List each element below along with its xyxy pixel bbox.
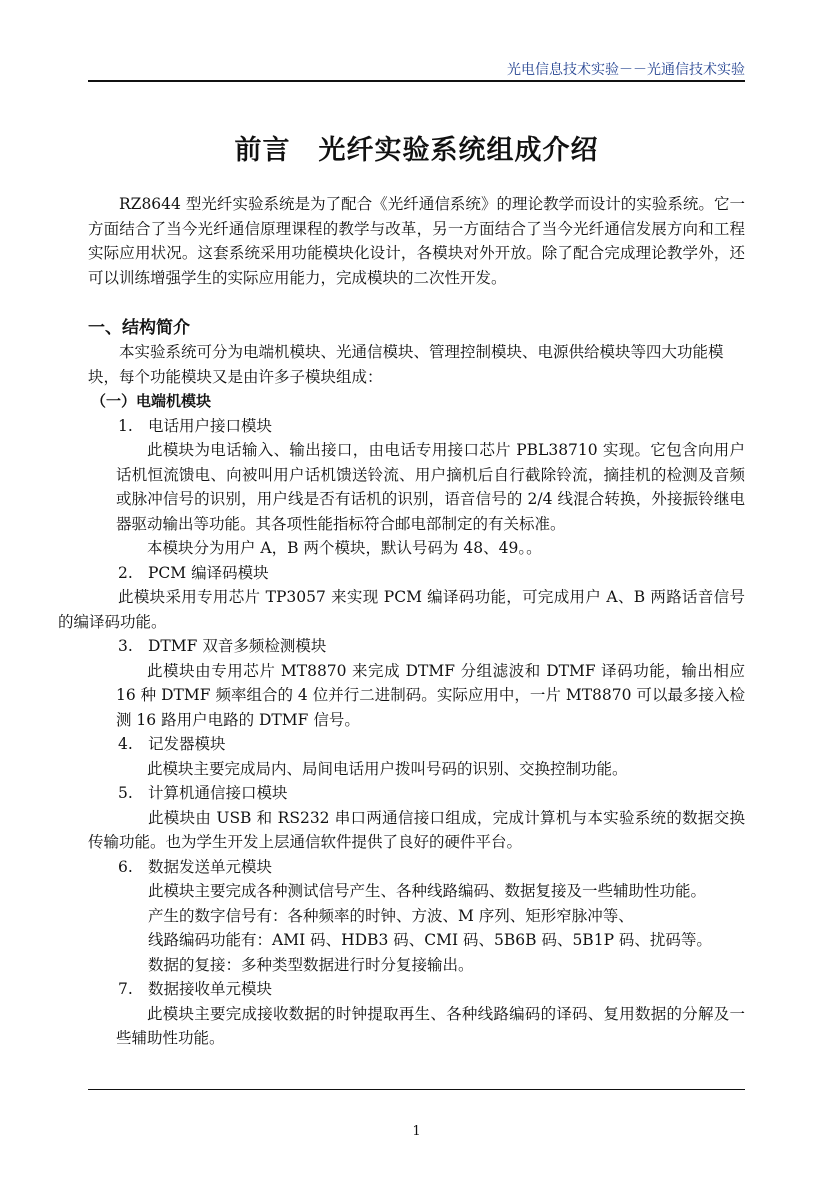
list-item-title: 3. DTMF 双音多频检测模块: [118, 637, 327, 655]
list-item-text: 此模块主要完成局内、局间电话用户拨叫号码的识别、交换控制功能。: [147, 759, 628, 778]
footer-rule: [88, 1089, 745, 1090]
list-item-text: 此模块主要完成各种测试信号产生、各种线路编码、数据复接及一些辅助性功能。: [148, 882, 707, 900]
section-heading: 一、结构简介: [88, 318, 190, 338]
page-number: 1: [412, 1124, 421, 1139]
list-item-title: 2. PCM 编译码模块: [118, 563, 269, 582]
list-item-text: 数据的复接：多种类型数据进行时分复接输出。: [148, 955, 474, 974]
list-item-title: 6. 数据发送单元模块: [118, 857, 273, 876]
list-item-text: 产生的数字信号有：各种频率的时钟、方波、M 序列、矩形窄脉冲等、: [148, 906, 634, 925]
list-item-text: 此模块由专用芯片 MT8870 来完成 DTMF 分组滤波和 DTMF 译码功能，输出相应 16 种 DTMF 频率组合的 4 位并行二进制码。实际应用中，一片 MT8870 可以最多接入检测 16 路用户电路的 DTMF 信号。: [116, 661, 745, 729]
list-item-text: 此模块采用专用芯片 TP3057 来实现 PCM 编译码功能，可完成用户 A、B 两路话音信号的编译码功能。: [58, 588, 745, 631]
list-item-text: 此模块主要完成接收数据的时钟提取再生、各种线路编码的译码、复用数据的分解及一些辅助性功能。: [116, 1004, 745, 1047]
intro-paragraph: RZ8644 型光纤实验系统是为了配合《光纤通信系统》的理论教学而设计的实验系统。它一方面结合了当今光纤通信原理课程的教学与改革，另一方面结合了当今光纤通信发展方向和工程实际应用状况。这套系统采用功能模块化设计，各模块对外开放。除了配合完成理论教学外，还可以训练增强学生的实际应用能力，完成模块的二次性开发。: [88, 195, 745, 287]
list-item-text: 此模块由 USB 和 RS232 串口两通信接口组成，完成计算机与本实验系统的数据交换传输功能。也为学生开发上层通信软件提供了良好的硬件平台。: [88, 808, 745, 851]
running-header: 光电信息技术实验－－光通信技术实验: [507, 62, 745, 78]
list-item-text: 此模块为电话输入、输出接口，由电话专用接口芯片 PBL38710 实现。它包含向用户话机恒流馈电、向被叫用户话机馈送铃流、用户摘机后自行截除铃流，摘挂机的检测及音频或脉冲信号的识别，用户线是否有话机的识别，语音信号的 2/4 线混合转换，外接振铃继电器驱动输出等功能。其各项性能指标符合邮电部制定的有关标准。: [116, 441, 745, 533]
list-item-title: 7. 数据接收单元模块: [118, 980, 273, 998]
list-item-text: 线路编码功能有：AMI 码、HDB3 码、CMI 码、5B6B 码、5B1P 码、扰码等。: [148, 931, 712, 949]
header-rule: [88, 80, 745, 82]
list-item-title: 1. 电话用户接口模块: [118, 416, 273, 435]
subsection-heading: （一）电端机模块: [91, 392, 212, 410]
list-item-title: 5. 计算机通信接口模块: [118, 784, 288, 802]
section-paragraph: 本实验系统可分为电端机模块、光通信模块、管理控制模块、电源供给模块等四大功能模块，每个功能模块又是由许多子模块组成：: [88, 343, 724, 386]
document-body: [58, 192, 745, 1051]
list-item-title: 4. 记发器模块: [118, 735, 226, 753]
page-title: 前言 光纤实验系统组成介绍: [234, 135, 599, 166]
list-item-text: 本模块分为用户 A，B 两个模块，默认号码为 48、49。。: [147, 539, 542, 557]
